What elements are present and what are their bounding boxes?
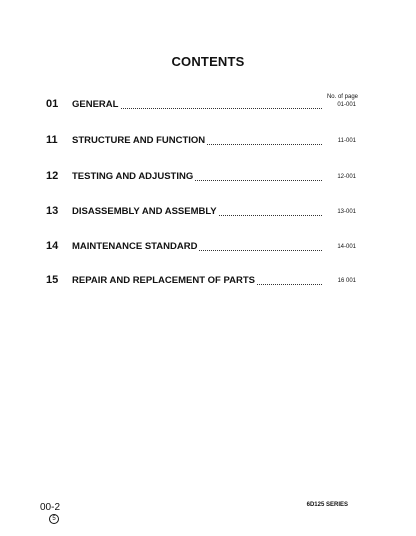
toc-page-number: 13-001	[337, 209, 356, 215]
toc-row-structure-and-function[interactable]	[40, 134, 360, 150]
page-title: CONTENTS	[171, 54, 245, 69]
footer-page-number: 00-2	[40, 502, 61, 513]
toc-page-number: 01-001	[337, 102, 356, 108]
toc-page-number: 11-001	[337, 138, 356, 144]
toc-section-title: TESTING AND ADJUSTING	[72, 171, 194, 182]
toc-section-title: STRUCTURE AND FUNCTION	[72, 135, 206, 146]
toc-section-title: GENERAL	[72, 99, 119, 110]
toc-section-title: REPAIR AND REPLACEMENT OF PARTS	[72, 275, 255, 286]
toc-section-number: 15	[46, 274, 59, 286]
toc-row-maintenance-standard[interactable]	[40, 240, 360, 256]
toc-page-number: 14-001	[337, 244, 356, 250]
toc-row-disassembly-and-assembly[interactable]	[40, 205, 360, 221]
toc-section-number: 13	[46, 205, 59, 217]
toc-row-testing-and-adjusting[interactable]	[40, 170, 360, 186]
footer-revision-mark: 5	[49, 514, 59, 524]
toc-page-number: 16 001	[337, 278, 356, 284]
toc-row-repair-and-replacement-of-parts[interactable]	[40, 274, 360, 290]
toc-row-general[interactable]	[40, 98, 360, 114]
toc-section-title: MAINTENANCE STANDARD	[72, 241, 198, 252]
toc-section-number: 14	[46, 240, 59, 252]
footer-series-label: 6D125 SERIES	[306, 502, 348, 508]
page-column-header: No. of page	[326, 94, 358, 100]
toc-page-number: 12-001	[337, 174, 356, 180]
toc-section-number: 12	[46, 170, 59, 182]
toc-section-title: DISASSEMBLY AND ASSEMBLY	[72, 206, 217, 217]
toc-section-number: 01	[46, 98, 59, 110]
toc-section-number: 11	[46, 134, 58, 146]
